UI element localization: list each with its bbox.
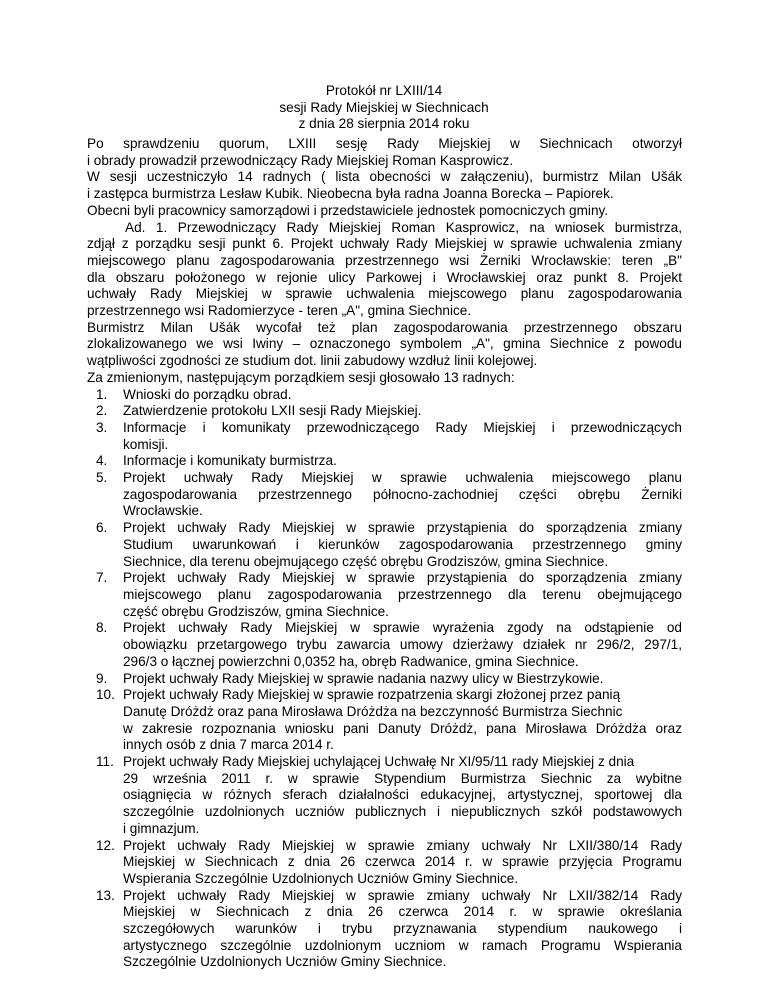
agenda-item [87, 888, 682, 972]
text-line: innych osób z dnia 7 marca 2014 r. [123, 737, 334, 753]
text-line: Danutę Dróżdż oraz pana Mirosława Dróżdża na bezczynność Burmistrza Siechnic [123, 703, 623, 719]
text-line: komisji. [123, 436, 169, 452]
item-number: 11. [96, 754, 114, 770]
agenda-item [87, 520, 682, 570]
text-line: Miejskiej w Siechnicach z dnia 26 czerwca 2014 r. w sprawie określania [123, 904, 682, 920]
agenda-item [87, 470, 682, 520]
text-line: Wrocławskie. [123, 503, 203, 519]
text-line: zlokalizowanego we wsi Iwiny – oznaczonego symbolem „A", gmina Siechnice z powodu [87, 336, 682, 352]
text-line: Projekt uchwały Rady Miejskiej w sprawie zmiany uchwały Nr LXII/380/14 Rady [123, 837, 682, 853]
item-number: 8. [96, 620, 108, 636]
text-line: Siechnice, dla terenu obejmującego część obrębu Grodziszów, gmina Siechnice. [123, 553, 609, 569]
agenda-item [87, 687, 682, 754]
text-line: uchwały Rady Miejskiej w sprawie uchwalenia miejscowego planu zagospodarowania [87, 286, 682, 302]
text-line: i zastępca burmistrza Lesław Kubik. Nieobecna była radna Joanna Borecka – Papiorek. [87, 186, 614, 202]
text-line: Po sprawdzeniu quorum, LXIII sesję Rady Miejskiej w Siechnicach otworzył [87, 136, 682, 151]
item-number: 10. [96, 687, 115, 703]
session-name: sesji Rady Miejskiej w Siechnicach [279, 99, 489, 115]
text-line: Miejskiej w Siechnicach z dnia 26 czerwca 2014 r. w sprawie przyjęcia Programu [123, 854, 682, 870]
text-line: i gimnazjum. [123, 820, 200, 836]
item-number: 2. [96, 403, 108, 419]
item-number: 6. [96, 520, 108, 536]
text-line: Projekt uchwały Rady Miejskiej w sprawie przystąpienia do sporządzenia zmiany [123, 520, 682, 536]
text-line: Obecni byli pracownicy samorządowi i przedstawiciele jednostek pomocniczych gminy. [87, 202, 609, 218]
agenda-intro: Za zmienionym, następującym porządkiem sesji głosowało 13 radnych: [87, 369, 515, 385]
text-line: Projekt uchwały Rady Miejskiej w sprawie uchwalenia miejscowego planu [123, 470, 682, 486]
text-line: Informacje i komunikaty burmistrza. [123, 453, 337, 469]
agenda-item [87, 754, 682, 838]
text-line: artystycznego szczególnie uzdolnionym uczniom w ramach Programu Wspierania [123, 937, 682, 953]
agenda-list [87, 387, 682, 972]
item-number: 12. [96, 837, 115, 853]
agenda-item [87, 403, 682, 420]
text-line: osiągnięcia w różnych sferach działalności edukacyjnej, artystycznej, sportowej dla [123, 787, 682, 803]
text-line: 29 września 2011 r. w sprawie Stypendium Burmistrza Siechnic za wybitne [123, 770, 682, 786]
agenda-item [87, 838, 682, 888]
text-line: Wspierania Szczególnie Uzdolnionych Uczniów Gminy Siechnice. [123, 870, 519, 886]
text-line: szczegółowych warunków i trybu przyznawania stypendium naukowego i [123, 921, 682, 937]
item-number: 5. [96, 470, 108, 486]
text-line: wątpliwości zgodności ze studium dot. linii zabudowy wzdłuż linii kolejowej. [87, 353, 538, 369]
text-line: Projekt uchwały Rady Miejskiej w sprawie przystąpienia do sporządzenia zmiany [123, 570, 682, 586]
intro-paragraph [87, 136, 682, 220]
document-body [87, 136, 682, 971]
text-line: część obrębu Grodziszów, gmina Siechnice. [123, 603, 389, 619]
text-line: Projekt uchwały Rady Miejskiej w sprawie zmiany uchwały Nr LXII/382/14 Rady [123, 887, 682, 903]
document-header [0, 83, 768, 133]
item-number: 4. [96, 453, 108, 469]
text-line: Zatwierdzenie protokołu LXII sesji Rady Miejskiej. [123, 403, 422, 419]
text-line: W sesji uczestniczyło 14 radnych ( lista obecności w załączeniu), burmistrz Milan Ušák [87, 169, 682, 185]
text-line: Studium uwarunkowań i kierunków zagospodarowania przestrzennego gminy [123, 536, 682, 552]
text-line: Projekt uchwały Rady Miejskiej uchylającej Uchwałę Nr XI/95/11 rady Miejskiej z dnia [123, 754, 635, 770]
text-line: miejscowego planu zagospodarowania przestrzennego dla terenu obejmującego [123, 586, 682, 602]
text-line: szczególnie uzdolnionych uczniów publicznych i niepublicznych szkół podstawowych [123, 804, 682, 820]
burmistrz-paragraph [87, 320, 682, 370]
text-line: Projekt uchwały Rady Miejskiej w sprawie rozpatrzenia skargi złożonej przez panią [123, 687, 621, 703]
text-line: Informacje i komunikaty przewodniczącego Rady Miejskiej i przewodniczących [123, 419, 682, 435]
text-line: miejscowego planu zagospodarowania przestrzennego wsi Żerniki Wrocławskie: teren „B" [87, 252, 682, 268]
item-number: 9. [96, 670, 108, 686]
text-line: Burmistrz Milan Ušák wycofał też plan zagospodarowania przestrzennego obszaru [87, 319, 682, 335]
agenda-item [87, 620, 682, 670]
text-line: przestrzennego wsi Radomierzyce - teren „A", gmina Siechnice. [87, 303, 472, 319]
agenda-item [87, 671, 682, 688]
text-line: Projekt uchwały Rady Miejskiej w sprawie wyrażenia zgody na odstąpienie od [123, 620, 682, 636]
text-line: Ad. 1. Przewodniczący Rady Miejskiej Roman Kasprowicz, na wniosek burmistrza, [125, 219, 682, 235]
agenda-item [87, 453, 682, 470]
text-line: zdjął z porządku sesji punkt 6. Projekt uchwały Rady Miejskiej w sprawie uchwalenia zmiany [87, 236, 682, 252]
text-line: obowiązku przetargowego trybu zawarcia umowy dzierżawy działek nr 296/2, 297/1, [123, 637, 682, 653]
item-number: 13. [96, 887, 115, 903]
text-line: dla obszaru położonego w rejonie ulicy Parkowej i Wrocławskiej oraz punkt 8. Projekt [87, 269, 682, 285]
text-line: w zakresie rozpoznania wniosku pani Danuty Dróżdż, pana Mirosława Dróżdża oraz [123, 720, 682, 736]
text-line: Wnioski do porządku obrad. [123, 386, 292, 402]
agenda-item [87, 570, 682, 620]
session-date: z dnia 28 sierpnia 2014 roku [298, 116, 470, 132]
agenda-item [87, 420, 682, 453]
text-line: i obrady prowadził przewodniczący Rady Miejskiej Roman Kasprowicz. [87, 152, 514, 168]
protocol-number: Protokół nr LXIII/14 [325, 83, 443, 98]
text-line: zagospodarowania przestrzennego północno-zachodniej części obrębu Żerniki [123, 486, 682, 502]
item-number: 7. [96, 570, 108, 586]
text-line: Projekt uchwały Rady Miejskiej w sprawie nadania nazwy ulicy w Biestrzykowie. [123, 670, 604, 686]
agenda-item [87, 387, 682, 404]
item-number: 3. [96, 419, 108, 435]
ad1-paragraph [87, 220, 682, 320]
item-number: 1. [96, 386, 108, 402]
text-line: 296/3 o łącznej powierzchni 0,0352 ha, obręb Radwanice, gmina Siechnice. [123, 653, 579, 669]
text-line: Szczególnie Uzdolnionych Uczniów Gminy Siechnice. [123, 954, 447, 970]
